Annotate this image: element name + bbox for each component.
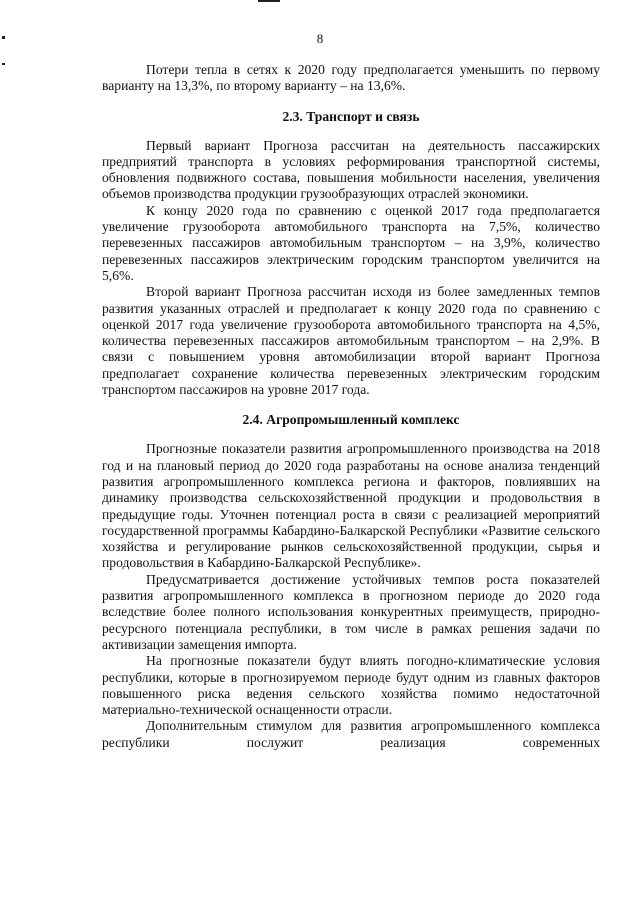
paragraph-heat-losses: Потери тепла в сетях к 2020 году предполагается уменьшить по первому варианту на 13,3%, по второму варианту – на 13,6%. <box>102 62 600 94</box>
paragraph: К концу 2020 года по сравнению с оценкой 2017 года предполагается увеличение грузооборота автомобильного транспорта на 7,5%, количество перевезенных пассажиров автомобильным транспортом – на 3,9%, количество перевезенных пассажиров электрическим городским транспортом увеличится на 5,6%. <box>102 202 600 283</box>
section-heading-agro: 2.4. Агропромышленный комплекс <box>242 412 460 428</box>
page-number: 8 <box>316 31 324 46</box>
paragraph: Прогнозные показатели развития агропромышленного производства на 2018 год и на плановый период до 2020 года разработаны на основе анализа тенденций развития агропромышленного комплекса региона и факторов, повлиявших на динамику производства сельскохозяйственной продукции и продовольствия в предыдущие годы. Уточнен потенциал роста в связи с реализацией мероприятий государственной программы Кабардино-Балкарской Республики «Развитие сельского хозяйства и регулирование рынков сельскохозяйственной продукции, сырья и продовольствия в Кабардино-Балкарской Республике». <box>102 441 600 571</box>
paragraph: Дополнительным стимулом для развития агропромышленного комплекса республики послужит реализация современных <box>102 718 600 750</box>
document-body <box>102 62 600 751</box>
paragraph: Предусматривается достижение устойчивых темпов роста показателей развития агропромышленного комплекса в прогнозном периоде до 2020 года вследствие более полного использования конкурентных преимуществ, природно-ресурсного потенциала республики, в том числе в рамках решения задачи по активизации замещения импорта. <box>102 571 600 652</box>
paragraph: На прогнозные показатели будут влиять погодно-климатические условия республики, которые в прогнозируемом периоде будут одним из главных факторов повышенного риска ведения сельского хозяйства помимо недостаточной материально-технической оснащенности отрасли. <box>102 653 600 718</box>
paragraph: Второй вариант Прогноза рассчитан исходя из более замедленных темпов развития указанных отраслей и предполагает к концу 2020 года по сравнению с оценкой 2017 года увеличение грузооборота автомобильного транспорта на 4,5%, количества перевезенных пассажиров автомобильным транспортом – на 2,9%. В связи с повышением уровня автомобилизации второй вариант Прогноза предполагает сохранение количества перевезенных электрическим городским транспортом пассажиров на уровне 2017 года. <box>102 284 600 398</box>
paragraph: Первый вариант Прогноза рассчитан на деятельность пассажирских предприятий транспорта в условиях реформирования транспортной системы, обновления подвижного состава, повышения мобильности населения, увеличения объемов производства продукции грузообразующих отраслей экономики. <box>102 137 600 202</box>
scan-artifact-top <box>258 0 280 2</box>
scan-artifact-left-2 <box>2 63 5 65</box>
section-heading-transport: 2.3. Транспорт и связь <box>282 108 420 124</box>
